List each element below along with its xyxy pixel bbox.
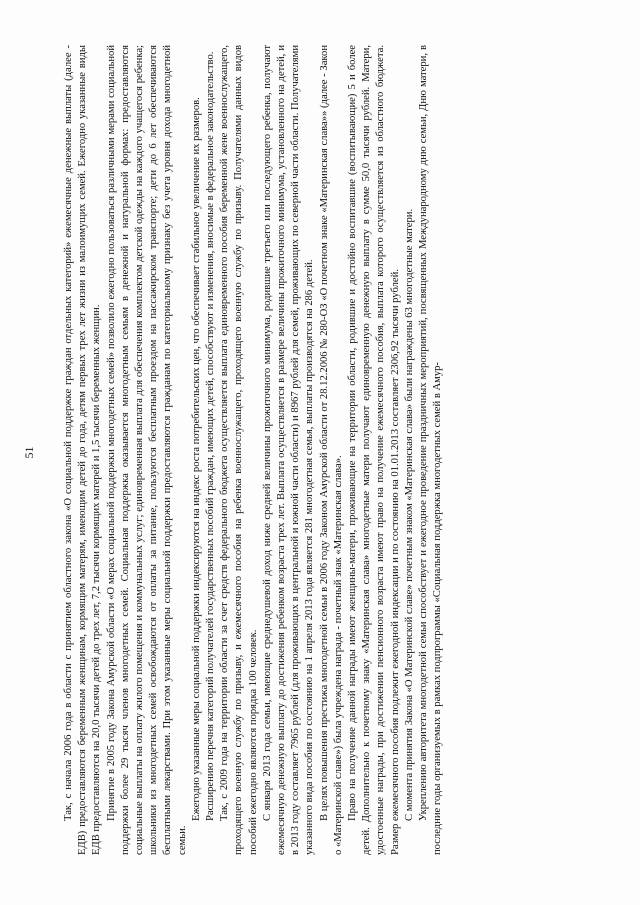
paragraph: В целях повышения престижа многодетной семьи в 2006 году Законом Амурской области от 28.12.2006 № 280-ОЗ «О почетном знаке «Материнская слава»» (далее - Закон о «Материнской славе») была учреждена награда - почетный знак «Материнская слава». [318,45,344,855]
paragraph: Ежегодно указанные меры социальной поддержки индексируются на индекс роста потребительских цен, что обеспечивает стабильное увеличение их размеров. [190,97,202,821]
paragraph: Принятие в 2005 году Закона Амурской области «О мерах социальной поддержки многодетных семей» позволило ежегодно пользоваться различными мерами социальной поддержки более 29 тысяч членов многодетных семей. Социальная поддержка оказывается многодетным семьям в денежной и натуральной формах: предоставляются социальные выплаты на оплату жилого помещения и коммунальных услуг; единовременная выплата для обеспечения комплектом детской одежды на каждого учащегося ребенка; школьники из многодетных семей освобождаются от оплаты за питание, пользуются бесплатным проездом на пассажирском транспорте; дети до 6 лет обеспечиваются бесплатными лекарствами. При этом указанные меры социальной поддержки предоставляются гражданам по категориальному признаку без учета уровня дохода многодетной семьи. [105,45,188,855]
paragraph: С момента принятия Закона «О Материнской славе» почетным знаком «Материнская слава» были награждены 63 многодетные матери. [403,208,415,821]
paragraph: Право на получение данной награды имеют женщины-матери, проживающие на территории области, родившие и достойно воспитавшие (воспитывающие) 5 и более детей. Дополнительно к почетному знаку «Материнская слава» многодетные матери получают единовременную денежную выплату в сумме 50,0 тысячи рублей. Матери, удостоенные награды, при достижении пенсионного возраста имеют право на получение ежемесячного пособия, выплата которого осуществляется из областного бюджета. Размер ежемесячного пособия подлежит ежегодной индексации и по состоянию на 01.01.2013 составляет 2306,92 тысячи рублей. [347,45,401,855]
paragraph: Расширению перечня категорий получателей государственных пособий граждан, имеющих детей, способствуют и изменения, вносимые в федеральное законодательство. [205,51,217,821]
paragraph: Так, с 2009 года на территории области за счет средств федерального бюджета осуществляется выплата единовременного пособия беременной жене военнослужащего, проходящего военную службу по призыву, и ежемесячного пособия на ребенка военнослужащего, проходящего военную службу по призыву. Получателями данных видов пособий ежегодно являются порядка 100 человек. [219,45,259,855]
paragraph: С января 2013 года семьи, имеющие среднедушевой доход ниже средней величины прожиточного минимума, родившие третьего или последующего ребенка, получают ежемесячную денежную выплату до достижения ребенком возраста трех лет. Выплата осуществляется в размере величины прожиточного минимума, установленного на детей, и в 2013 году составляет 7965 рублей (для проживающих в центральной и южной части области) и 8967 рублей для семей, проживающих по северной части области. Получателями указанного вида пособия по состоянию на 1 апреля 2013 года является 281 многодетная семья, выплаты производятся на 286 детей. [261,45,316,855]
page-number: 51 [22,446,36,459]
document-body [62,45,445,855]
paragraph: Укреплению авторитета многодетной семьи способствует и ежегодное проведение праздничных мероприятий, посвященных Международному дню семьи, Дню матери, в последние годы организуемых в рамках подпрограммы «Социальная поддержка многодетных семей в Амур- [418,45,444,855]
paragraph: Так, с начала 2006 года в области с принятием областного закона «О социальной поддержке граждан отдельных категорий» ежемесячные денежные выплаты (далее - ЕДВ) предоставляются беременным женщинам, кормящим матерям, имеющим детей до года, детям первых трех лет жизни из малоимущих семей. Ежегодно указанные виды ЕДВ предоставляются на 20,0 тысячи детей до трех лет, 7,2 тысячи кормящих матерей и 1,5 тысячи беременных женщин. [63,45,103,855]
